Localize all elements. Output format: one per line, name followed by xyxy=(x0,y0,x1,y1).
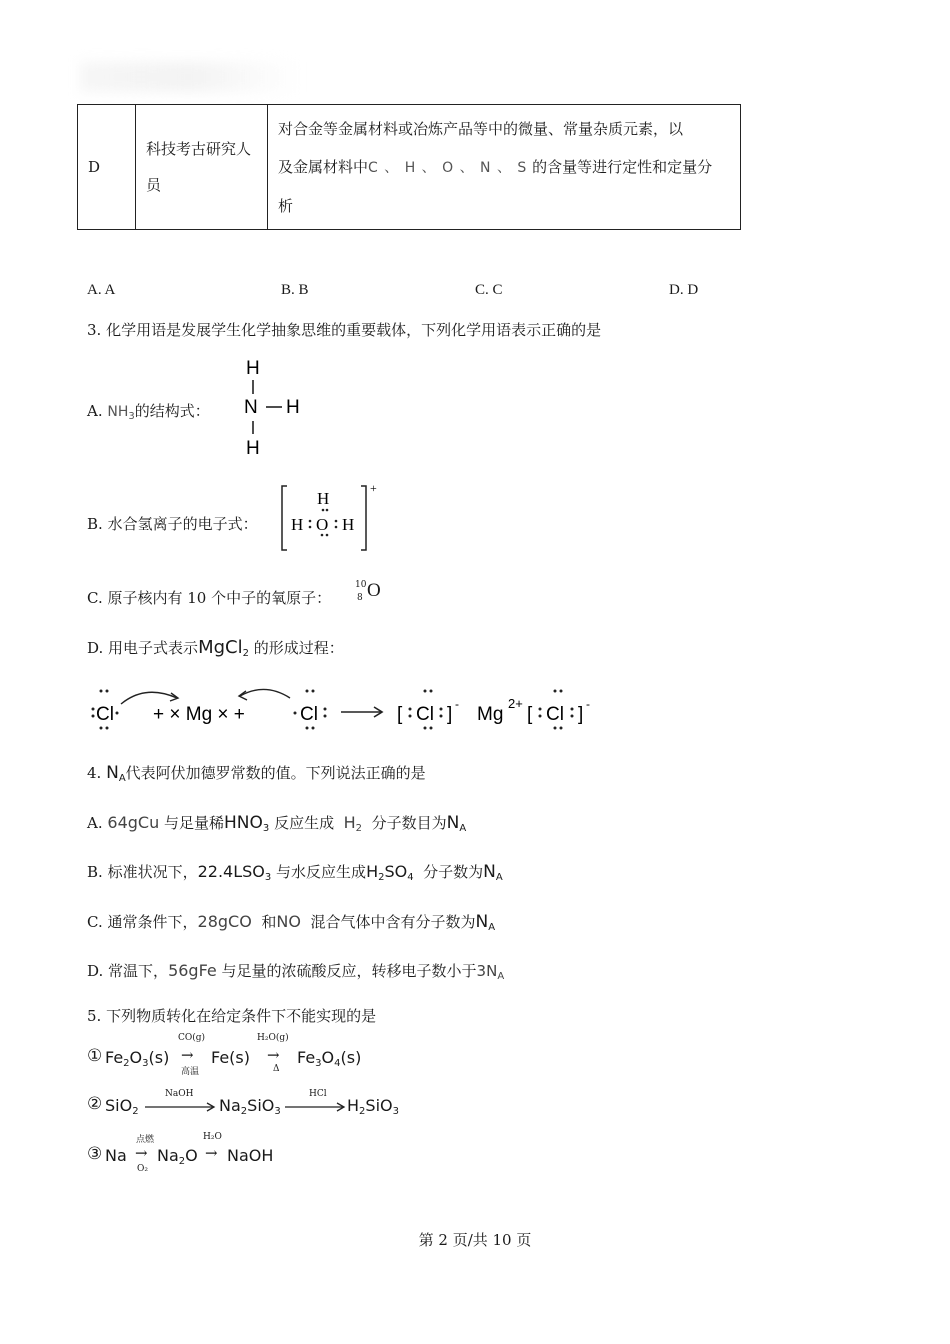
struct-h-bottom: H xyxy=(246,438,260,459)
svg-text:-: - xyxy=(455,697,459,711)
row-label: D xyxy=(78,105,136,230)
svg-text:Mg: Mg xyxy=(477,704,504,725)
svg-text:H: H xyxy=(317,489,330,508)
role-line1: 科技考古研究人 xyxy=(146,140,252,158)
svg-text:Cl: Cl xyxy=(416,704,434,725)
svg-text:H: H xyxy=(342,515,355,534)
svg-text:Cl: Cl xyxy=(300,704,318,725)
option-c: C. C xyxy=(475,282,503,298)
role-line2: 员 xyxy=(146,176,162,194)
svg-text:O: O xyxy=(316,515,329,534)
svg-text:2+: 2+ xyxy=(508,696,523,711)
nh3-structure xyxy=(236,356,316,460)
reaction-1: ① $Fe_2O_3(s)$ CO(g) → 高温 Fe(s) H₂O(g) → Δ $Fe_3O_4(s)$ xyxy=(87,1033,362,1077)
description-cell xyxy=(268,105,741,230)
nh3-formula: $NH_3$ xyxy=(107,404,135,422)
desc-line3: 析 xyxy=(278,196,294,215)
reaction-2: ② SiO$_2$ NaOH $Na_2SiO_3$ HCl $H_2SiO_3$ xyxy=(87,1089,399,1117)
q4-option-d: D. 常温下，56gFe 与足量的浓硫酸反应，转移电子数小于$3N_A$ xyxy=(87,961,505,982)
q3-option-a: A. $NH_3$的结构式： xyxy=(87,402,210,422)
svg-text:]: ] xyxy=(447,704,453,725)
svg-text:+: + xyxy=(370,481,377,495)
svg-text:H: H xyxy=(291,515,304,534)
option-b: B. B xyxy=(281,282,309,298)
oxygen-isotope: 10 8 O xyxy=(355,580,381,603)
svg-text:Cl: Cl xyxy=(96,704,114,725)
q3-option-b: B. 水合氢离子的电子式： xyxy=(87,515,258,533)
page-footer: 第 2 页/共 10 页 xyxy=(418,1231,532,1249)
scan-smudge xyxy=(80,62,300,92)
na-symbol: $N_A$ xyxy=(106,763,126,784)
q5-stem: 5. 下列物质转化在给定条件下不能实现的是 xyxy=(87,1007,377,1025)
q4-option-c: C. 通常条件下，28gCO 和NO 混合气体中含有分子数为$N_A$ xyxy=(87,912,496,933)
table-row xyxy=(78,105,741,230)
svg-text:-: - xyxy=(586,697,590,711)
role-cell xyxy=(136,105,268,230)
option-d: D. D xyxy=(669,282,699,298)
struct-n: N xyxy=(244,397,258,418)
desc-line2-suffix: 的含量等进行定性和定量分 xyxy=(532,157,713,176)
option-a: A. A xyxy=(87,282,116,298)
desc-line2-prefix: 及金属材料中 xyxy=(278,157,369,176)
options-table xyxy=(77,104,741,230)
q4-option-a: A. 64gCu 与足量稀$HNO_3$ 反应生成 $H_2$ 分子数目为$N_A$ xyxy=(87,813,467,834)
hydronium-electron-formula xyxy=(279,480,389,554)
svg-text:[: [ xyxy=(397,704,403,725)
svg-text:]: ] xyxy=(578,704,584,725)
q4-stem: 4. $N_A$代表阿伏加德罗常数的值。下列说法正确的是 xyxy=(87,763,426,784)
q4-option-b: B. 标准状况下，$22.4LSO_3$ 与水反应生成$H_2SO_4$ 分子数为$N_A$ xyxy=(87,862,503,883)
q3-option-c: C. 原子核内有 10 个中子的氧原子： xyxy=(87,589,332,607)
svg-text:+ × Mg × +: + × Mg × + xyxy=(153,704,245,725)
mgcl2-formation-process xyxy=(85,676,605,732)
struct-h-right: H xyxy=(286,397,300,418)
svg-text:[: [ xyxy=(527,704,533,725)
q3-stem: 3. 化学用语是发展学生化学抽象思维的重要载体，下列化学用语表示正确的是 xyxy=(87,321,602,339)
q3-option-d: D. 用电子式表示MgCl$_2$ 的形成过程： xyxy=(87,637,344,659)
desc-line1: 对合金等金属材料或冶炼产品等中的微量、常量杂质元素，以 xyxy=(278,119,684,138)
element-list: C 、 H 、 O 、 N 、 S xyxy=(368,159,528,176)
svg-text:Cl: Cl xyxy=(546,704,564,725)
struct-h-top: H xyxy=(246,358,260,379)
mgcl2-formula: MgCl$_2$ xyxy=(198,637,249,659)
reaction-3: ③ Na 点燃 → O₂ $Na_2O$ H₂O → NaOH xyxy=(87,1132,274,1174)
